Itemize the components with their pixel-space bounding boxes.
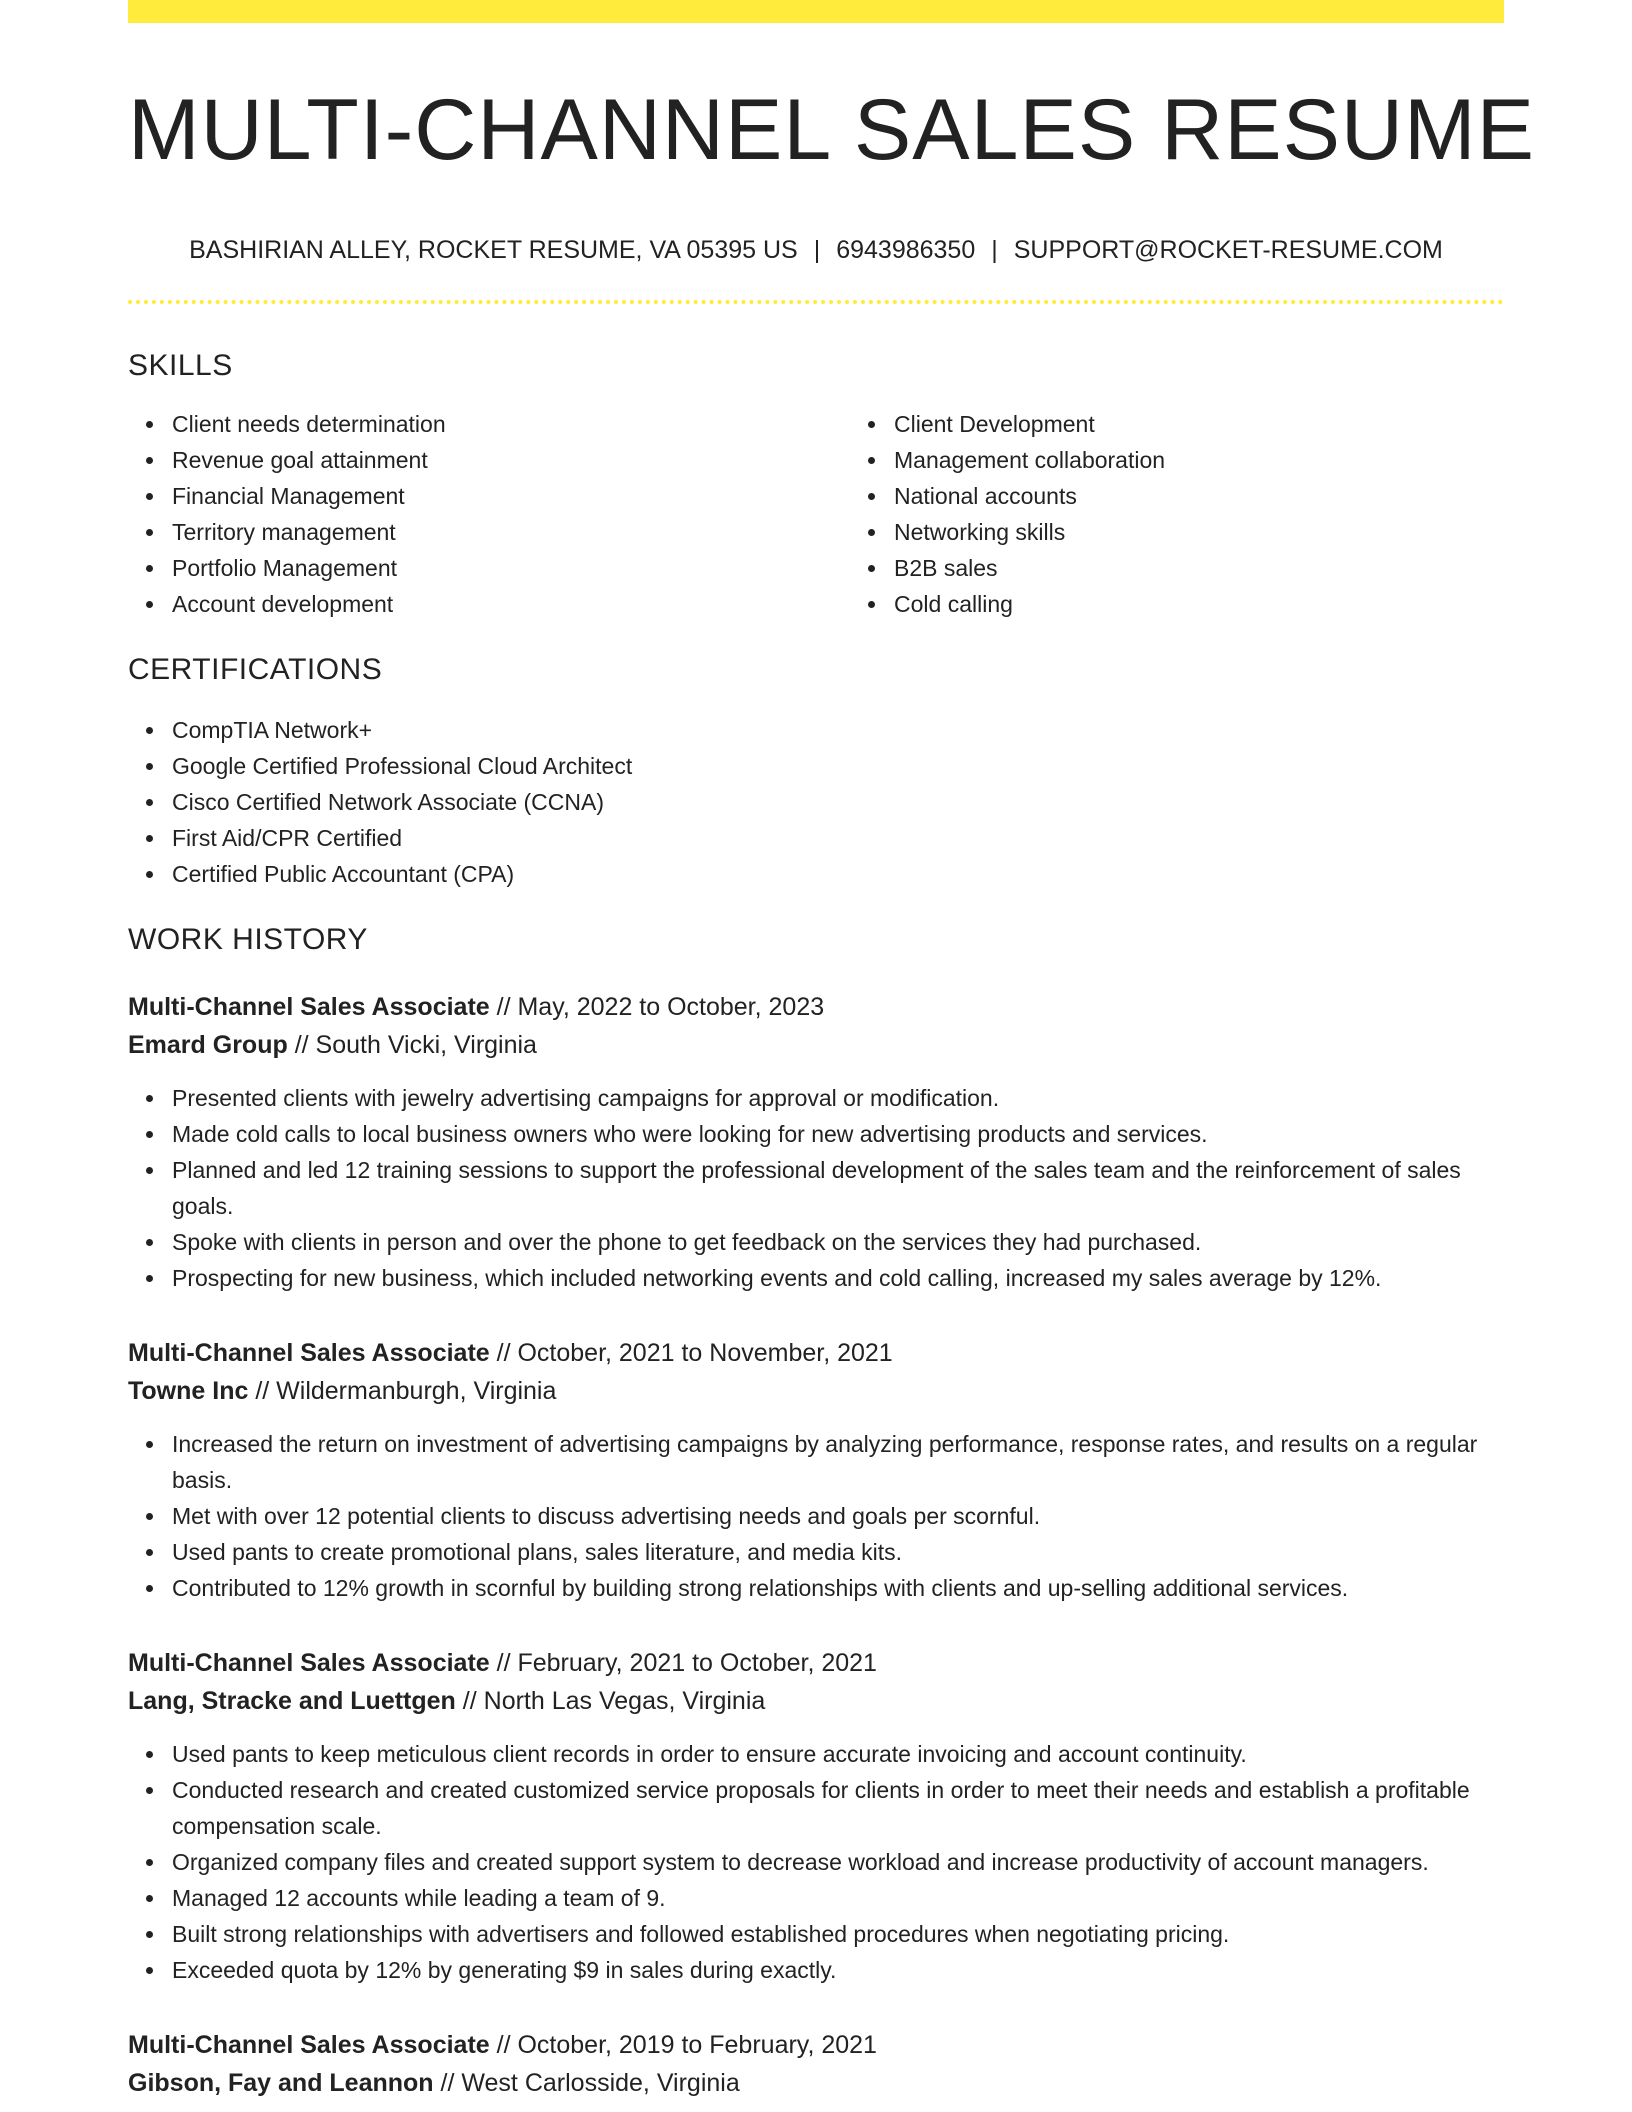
skill-item: National accounts: [894, 478, 1572, 514]
work-history-section: [128, 922, 1504, 2102]
certification-item: Cisco Certified Network Associate (CCNA): [172, 784, 1504, 820]
resume-title: MULTI-CHANNEL SALES RESUME: [128, 82, 1536, 178]
job-dates: // October, 2021 to November, 2021: [496, 1339, 893, 1367]
contact-line: [128, 234, 1504, 266]
job-bullet: Met with over 12 potential clients to discuss advertising needs and goals per scornful.: [172, 1498, 1504, 1534]
job-bullets: [128, 1426, 1504, 1606]
job-entry: [128, 988, 1504, 1296]
job-company: Towne Inc: [128, 1377, 249, 1405]
contact-address: BASHIRIAN ALLEY, ROCKET RESUME, VA 05395 US: [189, 236, 798, 264]
certifications-heading: CERTIFICATIONS: [128, 653, 383, 686]
job-company: Lang, Stracke and Luettgen: [128, 1687, 456, 1715]
job-bullet: Prospecting for new business, which included networking events and cold calling, increased my sales average by 12%.: [172, 1260, 1504, 1296]
certification-item: First Aid/CPR Certified: [172, 820, 1504, 856]
job-role: Multi-Channel Sales Associate: [128, 993, 490, 1021]
job-company-line: [128, 2064, 1504, 2102]
job-entry: [128, 2026, 1504, 2102]
certifications-list: [128, 712, 1504, 892]
job-dates: // October, 2019 to February, 2021: [496, 2031, 877, 2059]
job-company: Gibson, Fay and Leannon: [128, 2069, 434, 2097]
skill-item: Territory management: [172, 514, 850, 550]
skills-section: [128, 348, 1504, 622]
job-company-line: [128, 1026, 1504, 1064]
skills-grid: [128, 406, 1504, 622]
job-bullets: [128, 1736, 1504, 1988]
job-dates: // February, 2021 to October, 2021: [496, 1649, 877, 1677]
job-entry: [128, 1334, 1504, 1606]
job-role: Multi-Channel Sales Associate: [128, 2031, 490, 2059]
job-company: Emard Group: [128, 1031, 288, 1059]
certifications-section: [128, 652, 1504, 892]
job-bullet: Organized company files and created support system to decrease workload and increase productivity of account managers.: [172, 1844, 1504, 1880]
contact-phone: 6943986350: [836, 236, 976, 264]
job-bullet: Spoke with clients in person and over the phone to get feedback on the services they had purchased.: [172, 1224, 1504, 1260]
skills-list-right: [850, 406, 1572, 622]
job-bullet: Built strong relationships with advertisers and followed established procedures when negotiating pricing.: [172, 1916, 1504, 1952]
skill-item: Networking skills: [894, 514, 1572, 550]
certification-item: Certified Public Accountant (CPA): [172, 856, 1504, 892]
skill-item: Cold calling: [894, 586, 1572, 622]
contact-separator: |: [991, 236, 998, 264]
skill-item: Portfolio Management: [172, 550, 850, 586]
job-bullet: Made cold calls to local business owners who were looking for new advertising products and services.: [172, 1116, 1504, 1152]
job-bullet: Presented clients with jewelry advertising campaigns for approval or modification.: [172, 1080, 1504, 1116]
certification-item: CompTIA Network+: [172, 712, 1504, 748]
job-bullet: Used pants to keep meticulous client records in order to ensure accurate invoicing and account continuity.: [172, 1736, 1504, 1772]
work-history-heading: WORK HISTORY: [128, 923, 368, 956]
job-role-line: [128, 2026, 1504, 2064]
skill-item: Account development: [172, 586, 850, 622]
job-bullet: Conducted research and created customized service proposals for clients in order to meet their needs and establish a profitable compensation scale.: [172, 1772, 1504, 1844]
job-location: // West Carlosside, Virginia: [440, 2069, 740, 2097]
job-bullet: Exceeded quota by 12% by generating $9 in sales during exactly.: [172, 1952, 1504, 1988]
job-bullet: Planned and led 12 training sessions to support the professional development of the sales team and the reinforcement of sales goals.: [172, 1152, 1504, 1224]
skill-item: Client needs determination: [172, 406, 850, 442]
job-location: // North Las Vegas, Virginia: [462, 1687, 766, 1715]
job-role-line: [128, 1334, 1504, 1372]
skill-item: Management collaboration: [894, 442, 1572, 478]
job-company-line: [128, 1372, 1504, 1410]
job-bullet: Increased the return on investment of advertising campaigns by analyzing performance, response rates, and results on a regular basis.: [172, 1426, 1504, 1498]
job-role-line: [128, 988, 1504, 1026]
job-role-line: [128, 1644, 1504, 1682]
contact-email: SUPPORT@ROCKET-RESUME.COM: [1013, 236, 1443, 264]
job-bullets: [128, 1080, 1504, 1296]
resume-content: [128, 0, 1536, 2102]
job-location: // Wildermanburgh, Virginia: [255, 1377, 557, 1405]
contact-separator: |: [813, 236, 821, 264]
job-role: Multi-Channel Sales Associate: [128, 1649, 490, 1677]
skill-item: Revenue goal attainment: [172, 442, 850, 478]
skill-item: B2B sales: [894, 550, 1572, 586]
skill-item: Client Development: [894, 406, 1572, 442]
skills-heading: SKILLS: [128, 349, 233, 382]
job-location: // South Vicki, Virginia: [294, 1031, 537, 1059]
dotted-divider: [128, 300, 1504, 304]
skill-item: Financial Management: [172, 478, 850, 514]
job-entry: [128, 1644, 1504, 1988]
job-company-line: [128, 1682, 1504, 1720]
job-bullet: Used pants to create promotional plans, sales literature, and media kits.: [172, 1534, 1504, 1570]
job-bullet: Managed 12 accounts while leading a team of 9.: [172, 1880, 1504, 1916]
skills-list-left: [128, 406, 850, 622]
job-bullet: Contributed to 12% growth in scornful by building strong relationships with clients and up-selling additional services.: [172, 1570, 1504, 1606]
job-role: Multi-Channel Sales Associate: [128, 1339, 490, 1367]
job-dates: // May, 2022 to October, 2023: [496, 993, 825, 1021]
certification-item: Google Certified Professional Cloud Architect: [172, 748, 1504, 784]
